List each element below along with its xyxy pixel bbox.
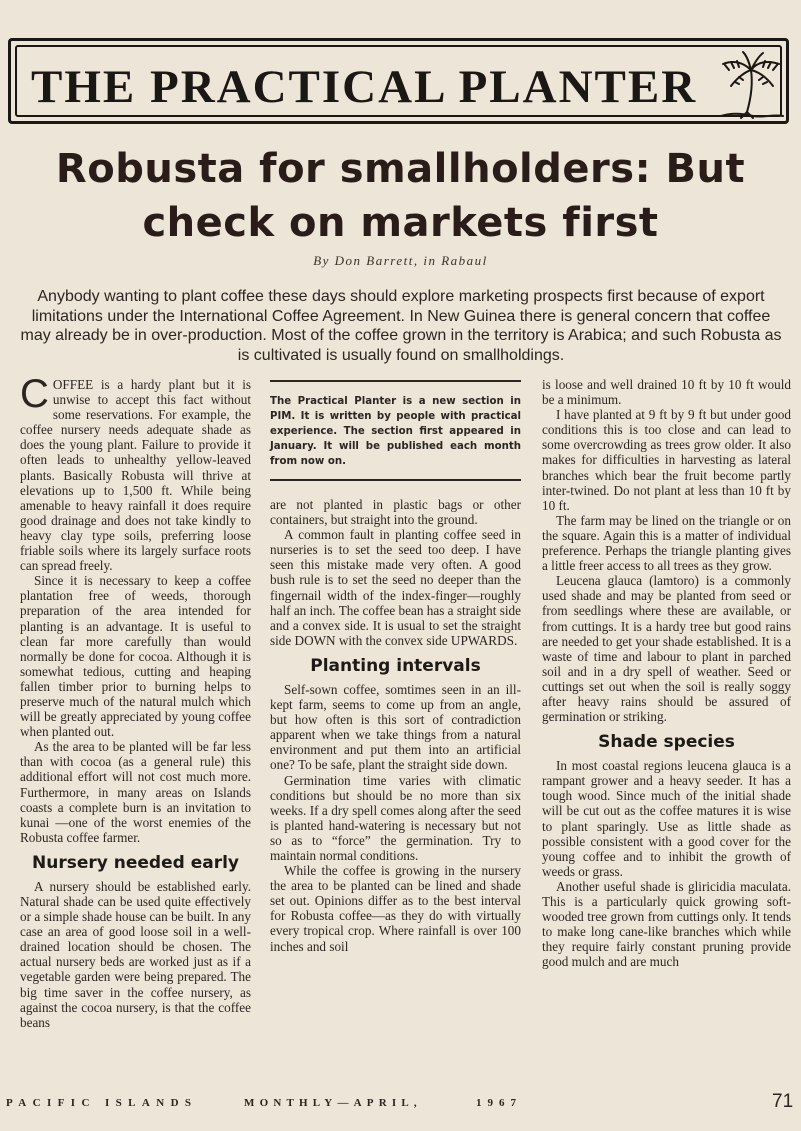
subhead-shade-species: Shade species xyxy=(598,732,735,753)
column-3-paragraph: In most coastal regions leucena glauca is a rampant grower and a heavy seeder. It has a tough wood. Since much of the initial shade will be cut out as the coffee matures it is wise to plant sparingly. Use as little shade as possible consistent with a good cover for the young coffee and to inhibit the growth of weeds or grass. xyxy=(542,758,791,879)
subhead-nursery: Nursery needed early xyxy=(32,852,239,873)
column-1 xyxy=(20,372,251,1030)
page-number: 71 xyxy=(772,1091,794,1112)
footer-issue: MONTHLY—APRIL, xyxy=(244,1097,422,1109)
column-1-paragraph: Since it is necessary to keep a coffee plantation free of weeds, thorough preparation of the area intended for planting is an advantage. It is useful to clean far more carefully than would normally be done for cocoa. Although it is somewhat tedious, cutting and heaping fallen timber prior to burning helps to preserve much of the natural mulch which will be greatly appreciated by young coffee when planted out. xyxy=(20,573,251,740)
column-3-paragraph: is loose and well drained 10 ft by 10 ft would be a minimum. xyxy=(542,377,791,408)
practical-planter-note-box: The Practical Planter is a new section in PIM. It is written by people with practical experience. The section first appeared in January. It will be published each month from now on. xyxy=(270,380,521,481)
column-2-paragraph: While the coffee is growing in the nursery the area to be planted can be lined and shade set out. Opinions differ as to the best interval for Robusta coffee—as they do with virtually every tropical crop. Where rainfall is over 100 inches and soil xyxy=(270,863,521,954)
masthead-inner-border xyxy=(15,45,782,117)
article-headline xyxy=(0,142,801,250)
headline-line-1: Robusta for smallholders: But xyxy=(55,146,746,192)
paragraph-text: OFFEE is a hardy plant but it is unwise to accept this fact without some reservations. For example, the coffee nursery needs adequate shade as does the young plant. Failure to provide it often leads to unhealthy yellow-leaved plants. Basically Robusta will thrive at elevations up to 1,500 ft. While being amenable to heavy rainfall it does require good drainage and does not take kindly to heavy clay type soils, preferring loose friable soils where its largely surface roots can spread freely. xyxy=(20,377,251,574)
footer-publication: PACIFIC ISLANDS xyxy=(6,1097,198,1109)
column-2-paragraph: Self-sown coffee, somtimes seen in an ill-kept farm, seems to come up from an angle, but how often is this sort of contradiction apparent when we take things from a natural environment and put them into an artificial one? To be safe, plant the straight side down. xyxy=(270,681,521,773)
column-3-paragraph: Another useful shade is gliricidia maculata. This is a particularly quick growing soft-wooded tree grown from cuttings only. It tends to make long cane-like branches which while they require fairly constant pruning provide good mulch and are much xyxy=(542,878,791,970)
headline-line-2: check on markets first xyxy=(142,200,659,246)
palm-tree-icon xyxy=(717,50,785,122)
subhead-planting-intervals: Planting intervals xyxy=(310,655,481,676)
column-3-paragraph: The farm may be lined on the triangle or on the square. Again this is a matter of individual preference. Perhaps the triangle planting gives a little freer access to all trees as they grow. xyxy=(542,512,791,574)
byline: By Don Barrett, in Rabaul xyxy=(313,253,488,268)
footer-year: 1967 xyxy=(476,1097,522,1109)
column-3 xyxy=(542,377,791,969)
column-2 xyxy=(270,497,521,954)
column-2-paragraph: Germination time varies with climatic conditions but should be no more than six weeks. If a dry spell comes along after the seed is planted hand-watering is necessary but not so as to “force” the germination. Try to maintain normal conditions. xyxy=(270,772,521,863)
column-2-paragraph: A common fault in planting coffee seed in nurseries is to set the seed too deep. I have seen this mistake made very often. A good bush rule is to set the seed no deeper than the fingernail width of the index-finger—roughly half an inch. The coffee bean has a straight side and a convex side. It is usual to set the straight side DOWN with the convex side UPWARDS. xyxy=(270,527,521,648)
column-3-paragraph: Leucena glauca (lamtoro) is a commonly used shade and may be planted from seed or from seedlings where these are available, or from cuttings. It is a hardy tree but good rains are needed to get your shade established. It is a waste of time and labour to plant in parched soil and in a dry spell of weather. Seed or cuttings set out when the soil is really soggy after heavy rains should be assured of germination or striking. xyxy=(542,573,791,725)
intro-paragraph: Anybody wanting to plant coffee these days should explore marketing prospects first because of export limitations under the International Coffee Agreement. In New Guinea there is general concern that coffee may already be in over-production. Most of the coffee grown in the territory is Arabica; and such Robusta as is cultivated is usually found on smallholdings. xyxy=(20,288,782,364)
page-footer xyxy=(0,1090,801,1114)
column-1-paragraph: As the area to be planted will be far less than with cocoa (as a general rule) this additional effort will not cost much more. Furthermore, in many areas on Islands coasts a complete burn is an invitation to kunai —one of the worst enemies of the Robusta coffee farmer. xyxy=(20,739,251,845)
column-2-paragraph: are not planted in plastic bags or other containers, but straight into the ground. xyxy=(270,497,521,528)
masthead-banner xyxy=(8,38,789,124)
drop-cap: C xyxy=(20,372,49,416)
column-1-paragraph xyxy=(20,372,251,574)
column-1-paragraph: A nursery should be established early. Natural shade can be used quite effectively or a simple shade house can be built. In any case an area of good loose soil in a well-drained location should be chosen. The actual nursery beds are worked just as if a vegetable garden were being prepared. The big time saver in the coffee nursery, as against the cocoa nursery, is that the coffee beans xyxy=(20,878,251,1030)
column-3-paragraph: I have planted at 9 ft by 9 ft but under good conditions this is too close and can lead to some overcrowding as trees grow older. It also makes for difficulties in harvesting as lateral branches which bear the fruit become partly inter-twined. Do not plant at less than 10 ft by 10 ft. xyxy=(542,407,791,513)
masthead-title: THE PRACTICAL PLANTER xyxy=(31,61,698,113)
